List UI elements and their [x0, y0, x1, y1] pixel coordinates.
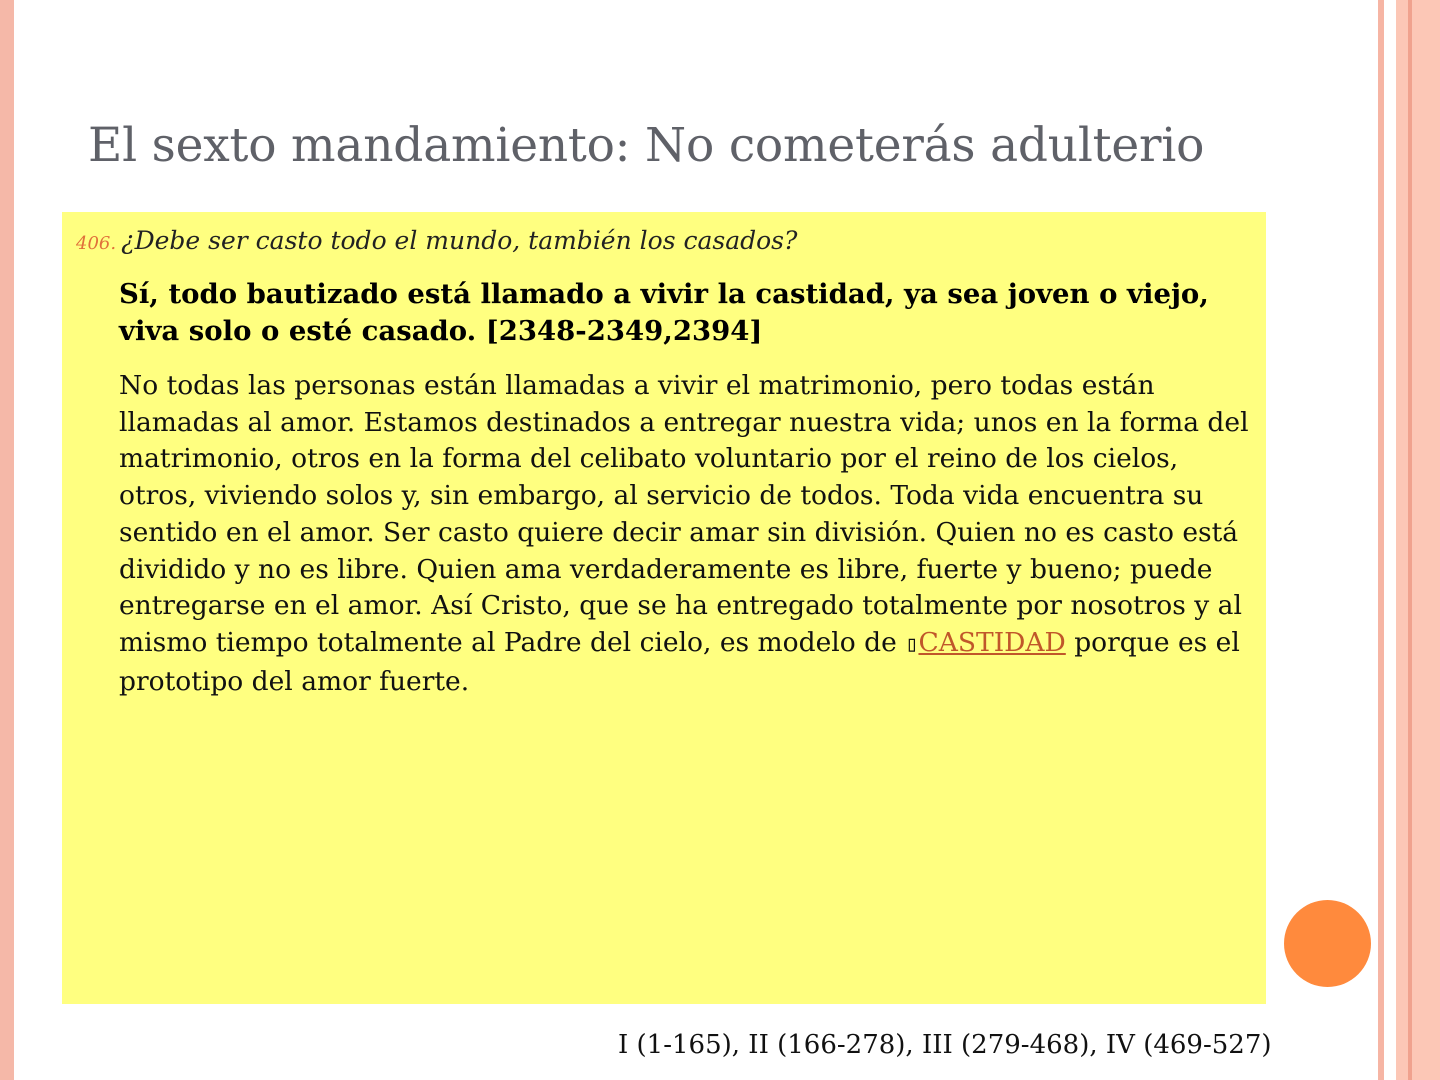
- answer-text: Sí, todo bautizado está llamado a vivir la castidad, ya sea joven o viejo, viva solo o esté casado. [2348-2349,2394]: [119, 278, 1209, 347]
- missing-glyph-icon: ▯: [905, 631, 919, 657]
- question-text: ¿Debe ser casto todo el mundo, también los casados?: [121, 226, 798, 255]
- orange-circle-decoration: [1284, 900, 1371, 987]
- explanation-text-end: porque es el prototipo del amor fuerte.: [119, 626, 1240, 697]
- right-stripe-gap: [1384, 0, 1396, 1080]
- castidad-link[interactable]: CASTIDAD: [918, 626, 1066, 658]
- right-stripe-inner-line: [1408, 0, 1412, 1080]
- right-stripe-wide: [1396, 0, 1440, 1080]
- left-decorative-bar: [0, 0, 14, 1080]
- right-decorative-frame: [1378, 0, 1440, 1080]
- question-number: 406.: [76, 233, 117, 254]
- explanation-paragraph: [119, 368, 1259, 700]
- explanation-text: No todas las personas están llamadas a vivir el matrimonio, pero todas están llamadas al amor. Estamos destinados a entregar nuestra vida; unos en la forma del matrimonio, otros en la forma del celibato voluntario por el reino de los cielos, otros, viviendo solos y, sin embargo, al servicio de todos. Toda vida encuentra su sentido en el amor. Ser casto quiere decir amar sin división. Quien no es casto está dividido y no es libre. Quien ama verdaderamente es libre, fuerte y bueno; puede entregarse en el amor. Así Cristo, que se ha entregado totalmente por nosotros y al mismo tiempo totalmente al Padre del cielo, es modelo de: [119, 370, 1249, 658]
- content-card: [62, 212, 1266, 1004]
- footer-reference: I (1-165), II (166-278), III (279-468), IV (469-527): [618, 1030, 1272, 1060]
- question-line: [76, 226, 797, 255]
- slide-title: El sexto mandamiento: No cometerás adulterio: [88, 118, 1205, 173]
